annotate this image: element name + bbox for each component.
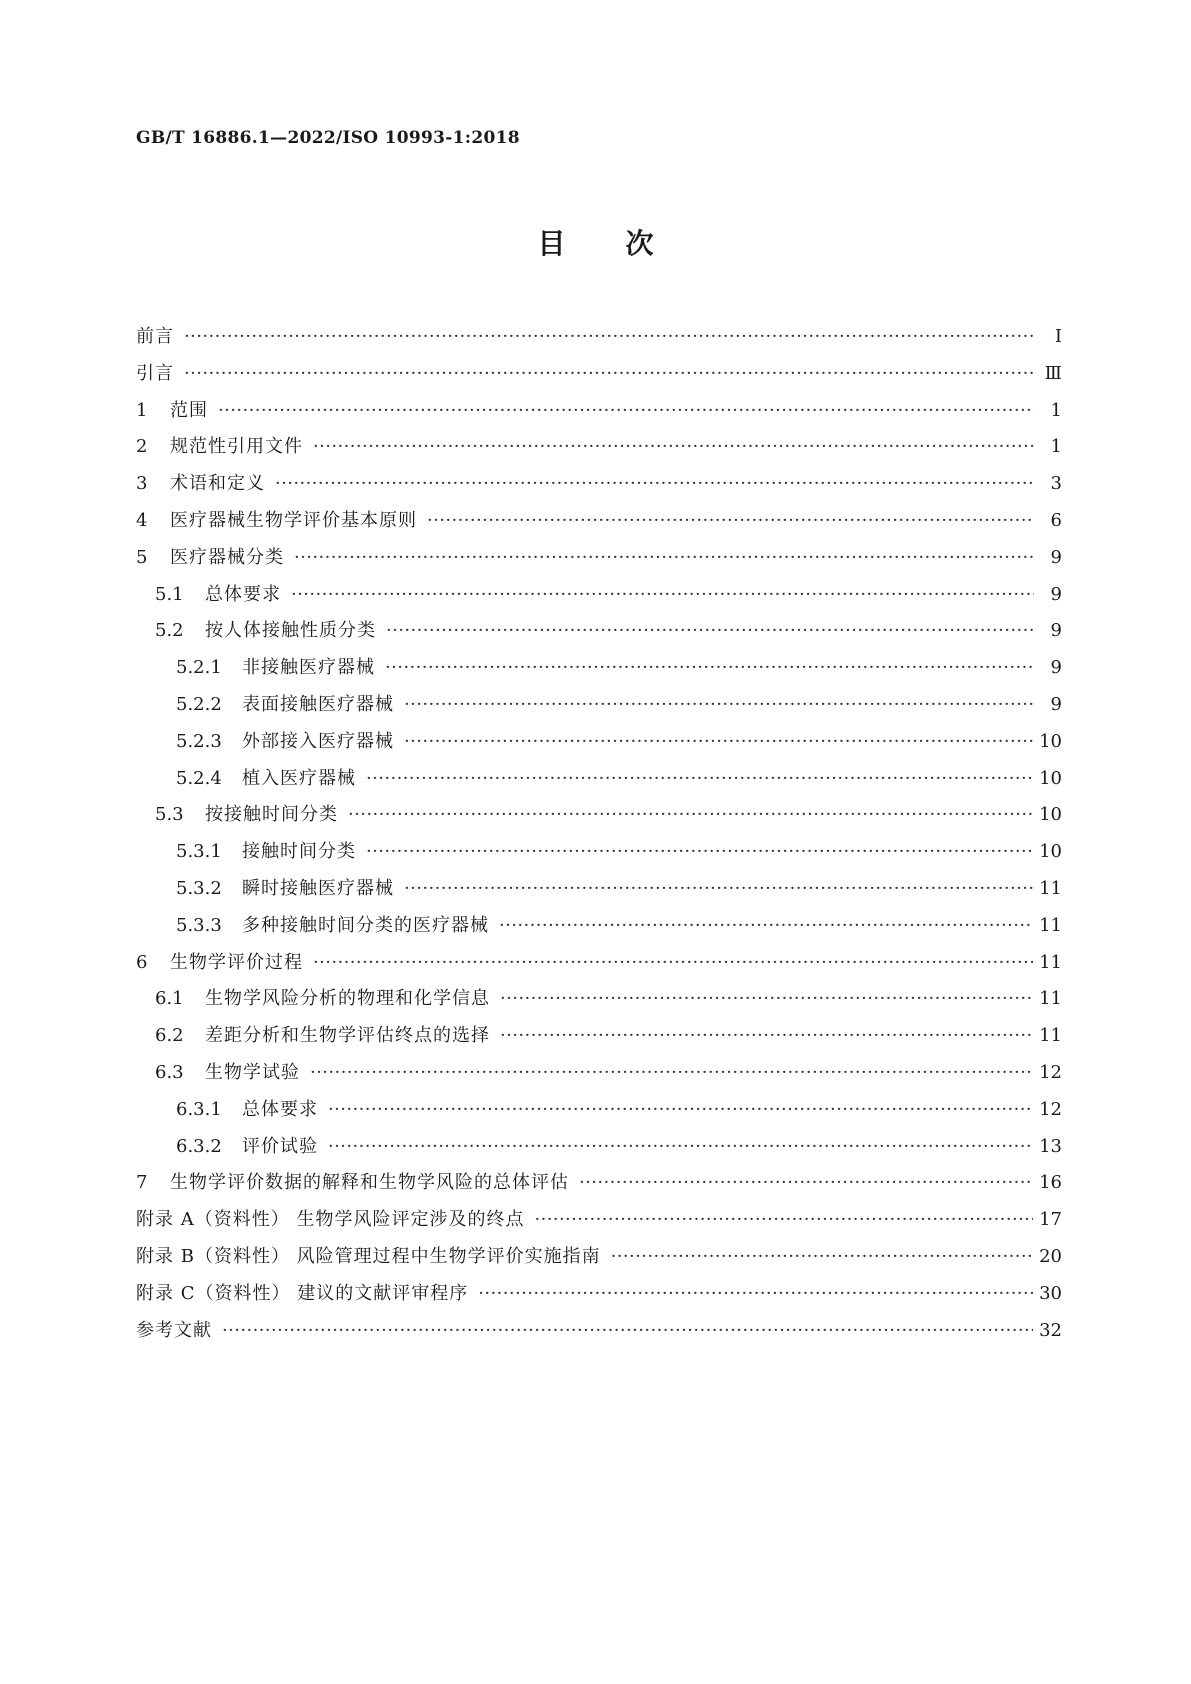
toc-entry-number: 5.3 <box>155 804 184 826</box>
toc-entry[interactable] <box>136 1058 1062 1095</box>
toc-entry-title: 医疗器械生物学评价基本原则 <box>170 509 417 531</box>
toc-entry-title: 参考文献 <box>136 1319 212 1341</box>
toc-entry-title: 评价试验 <box>242 1135 318 1157</box>
toc-leader-dots <box>313 436 1034 457</box>
toc-leader-dots <box>404 694 1034 715</box>
toc-entry-number: 5.2.2 <box>176 693 222 715</box>
toc-entry-number: 6.3 <box>155 1061 184 1083</box>
toc-entry-title: 生物学试验 <box>205 1061 300 1083</box>
toc-leader-dots <box>478 1283 1033 1304</box>
toc-entry[interactable] <box>136 911 1062 948</box>
toc-entry-page: 17 <box>1039 1209 1062 1231</box>
toc-entry-page: 30 <box>1039 1282 1062 1304</box>
toc-entry-title: 生物学评价过程 <box>170 951 303 973</box>
toc-leader-dots <box>328 1136 1033 1157</box>
toc-entry-title: 术语和定义 <box>170 473 265 495</box>
toc-leader-dots <box>385 657 1034 678</box>
toc-entry-title: 附录 A（资料性） 生物学风险评定涉及的终点 <box>136 1209 525 1231</box>
toc-entry[interactable] <box>136 506 1062 543</box>
toc-entry-title: 瞬时接触医疗器械 <box>242 877 394 899</box>
toc-entry-page: 11 <box>1039 951 1062 973</box>
toc-entry-page: 11 <box>1039 877 1062 899</box>
toc-leader-dots <box>310 1062 1033 1083</box>
toc-leader-dots <box>348 804 1033 825</box>
toc-entry-page: 11 <box>1039 1025 1062 1047</box>
toc-entry-number: 6.3.2 <box>176 1135 222 1157</box>
toc-entry-number: 5.3.2 <box>176 877 222 899</box>
toc-entry-page: 13 <box>1039 1135 1062 1157</box>
toc-entry-page: Ⅰ <box>1054 326 1062 347</box>
toc-entry-number: 1 <box>136 399 148 421</box>
toc-entry-number: 3 <box>136 473 148 495</box>
toc-leader-dots <box>218 400 1034 421</box>
toc-leader-dots <box>500 1025 1033 1046</box>
toc-entry-number: 7 <box>136 1172 148 1194</box>
toc-entry[interactable] <box>136 1168 1062 1205</box>
toc-entry[interactable] <box>136 432 1062 469</box>
toc-leader-dots <box>328 1099 1033 1120</box>
toc-entry-title: 非接触医疗器械 <box>242 657 375 679</box>
toc-leader-dots <box>313 952 1033 973</box>
toc-leader-dots <box>184 326 1034 347</box>
toc-entry-title: 范围 <box>170 399 208 421</box>
toc-entry-page: 9 <box>1050 620 1062 642</box>
toc-leader-dots <box>579 1172 1033 1193</box>
toc-entry-title: 表面接触医疗器械 <box>242 693 394 715</box>
toc-entry-number: 5.1 <box>155 583 184 605</box>
toc-entry-title: 外部接入医疗器械 <box>242 730 394 752</box>
toc-entry[interactable] <box>136 800 1062 837</box>
toc-leader-dots <box>366 768 1033 789</box>
toc-entry-page: 11 <box>1039 988 1062 1010</box>
toc-entry-number: 4 <box>136 509 148 531</box>
toc-entry-title: 按人体接触性质分类 <box>205 620 376 642</box>
toc-entry-number: 5.2.4 <box>176 767 222 789</box>
toc-entry-page: 16 <box>1039 1172 1062 1194</box>
toc-entry[interactable] <box>136 616 1062 653</box>
toc-leader-dots <box>500 988 1033 1009</box>
toc-entry[interactable] <box>136 727 1062 764</box>
toc-entry[interactable] <box>136 764 1062 801</box>
toc-entry-number: 5.3.3 <box>176 914 222 936</box>
toc-entry-number: 6.1 <box>155 988 184 1010</box>
toc-entry[interactable] <box>136 359 1062 396</box>
toc-entry-page: 1 <box>1050 399 1062 421</box>
toc-entry[interactable] <box>136 469 1062 506</box>
toc-entry-title: 引言 <box>136 362 174 384</box>
toc-entry-number: 6 <box>136 951 148 973</box>
toc-entry-number: 6.2 <box>155 1025 184 1047</box>
toc-entry[interactable] <box>136 322 1062 359</box>
toc-entry-page: 12 <box>1039 1061 1062 1083</box>
standard-code-header: GB/T 16886.1—2022/ISO 10993-1:2018 <box>136 128 520 148</box>
toc-entry[interactable] <box>136 1205 1062 1242</box>
toc-entry-title: 规范性引用文件 <box>170 436 303 458</box>
toc-entry[interactable] <box>136 580 1062 617</box>
toc-entry-page: 11 <box>1039 914 1062 936</box>
toc-entry[interactable] <box>136 874 1062 911</box>
toc-leader-dots <box>184 363 1034 384</box>
toc-entry-title: 接触时间分类 <box>242 841 356 863</box>
toc-entry-title: 生物学评价数据的解释和生物学风险的总体评估 <box>170 1172 569 1194</box>
toc-entry[interactable] <box>136 837 1062 874</box>
toc-entry-page: 10 <box>1039 730 1062 752</box>
toc-entry-title: 按接触时间分类 <box>205 804 338 826</box>
toc-entry-number: 5 <box>136 546 148 568</box>
toc-entry[interactable] <box>136 1279 1062 1316</box>
toc-leader-dots <box>222 1320 1033 1341</box>
toc-entry-page: Ⅲ <box>1044 362 1062 384</box>
toc-entry[interactable] <box>136 396 1062 433</box>
page-title: 目次 <box>537 227 714 260</box>
toc-leader-dots <box>275 473 1034 494</box>
toc-leader-dots <box>291 584 1034 605</box>
toc-entry-page: 20 <box>1039 1245 1062 1267</box>
toc-entry-title: 附录 C（资料性） 建议的文献评审程序 <box>136 1282 469 1304</box>
toc-leader-dots <box>427 510 1034 531</box>
toc-entry-title: 总体要求 <box>205 583 281 605</box>
toc-entry-number: 2 <box>136 436 148 458</box>
toc-entry-title: 生物学风险分析的物理和化学信息 <box>205 988 490 1010</box>
toc-entry-page: 10 <box>1039 804 1062 826</box>
toc-entry-title: 前言 <box>136 326 174 347</box>
toc-entry-title: 总体要求 <box>242 1098 318 1120</box>
toc-entry[interactable] <box>136 1021 1062 1058</box>
toc-entry-page: 10 <box>1039 767 1062 789</box>
toc-entry[interactable] <box>136 1316 1062 1353</box>
toc-entry[interactable] <box>136 653 1062 690</box>
toc-leader-dots <box>294 547 1034 568</box>
toc-entry-page: 9 <box>1050 657 1062 679</box>
toc-entry-page: 32 <box>1039 1319 1062 1341</box>
toc-entry-number: 6.3.1 <box>176 1098 222 1120</box>
toc-leader-dots <box>611 1246 1033 1267</box>
toc-entry-number: 5.2.1 <box>176 657 222 679</box>
toc-entry-page: 9 <box>1050 583 1062 605</box>
toc-entry-page: 9 <box>1050 693 1062 715</box>
toc-leader-dots <box>386 620 1034 641</box>
toc-entry-page: 6 <box>1050 509 1062 531</box>
toc-entry-page: 12 <box>1039 1098 1062 1120</box>
toc-entry[interactable] <box>136 543 1062 580</box>
toc-entry-title: 植入医疗器械 <box>242 767 356 789</box>
toc-leader-dots <box>534 1209 1033 1230</box>
toc-entry-number: 5.2.3 <box>176 730 222 752</box>
toc-entry-page: 3 <box>1050 473 1062 495</box>
toc-entry-title: 附录 B（资料性） 风险管理过程中生物学评价实施指南 <box>136 1245 601 1267</box>
toc-entry-page: 9 <box>1050 546 1062 568</box>
toc-entry-page: 1 <box>1050 436 1062 458</box>
toc-entry-title: 医疗器械分类 <box>170 546 284 568</box>
toc-entry[interactable] <box>136 690 1062 727</box>
toc-entry-page: 10 <box>1039 841 1062 863</box>
toc-entry[interactable] <box>136 984 1062 1021</box>
toc-entry[interactable] <box>136 1095 1062 1132</box>
toc-leader-dots <box>404 731 1033 752</box>
toc-entry-number: 5.3.1 <box>176 841 222 863</box>
toc-leader-dots <box>499 915 1033 936</box>
toc-entry-title: 多种接触时间分类的医疗器械 <box>242 914 489 936</box>
table-of-contents <box>136 322 1062 1352</box>
toc-entry[interactable] <box>136 1242 1062 1279</box>
toc-entry[interactable] <box>136 1132 1062 1169</box>
toc-leader-dots <box>366 841 1033 862</box>
toc-entry-number: 5.2 <box>155 620 184 642</box>
toc-entry-title: 差距分析和生物学评估终点的选择 <box>205 1025 490 1047</box>
toc-entry[interactable] <box>136 948 1062 985</box>
toc-leader-dots <box>404 878 1033 899</box>
